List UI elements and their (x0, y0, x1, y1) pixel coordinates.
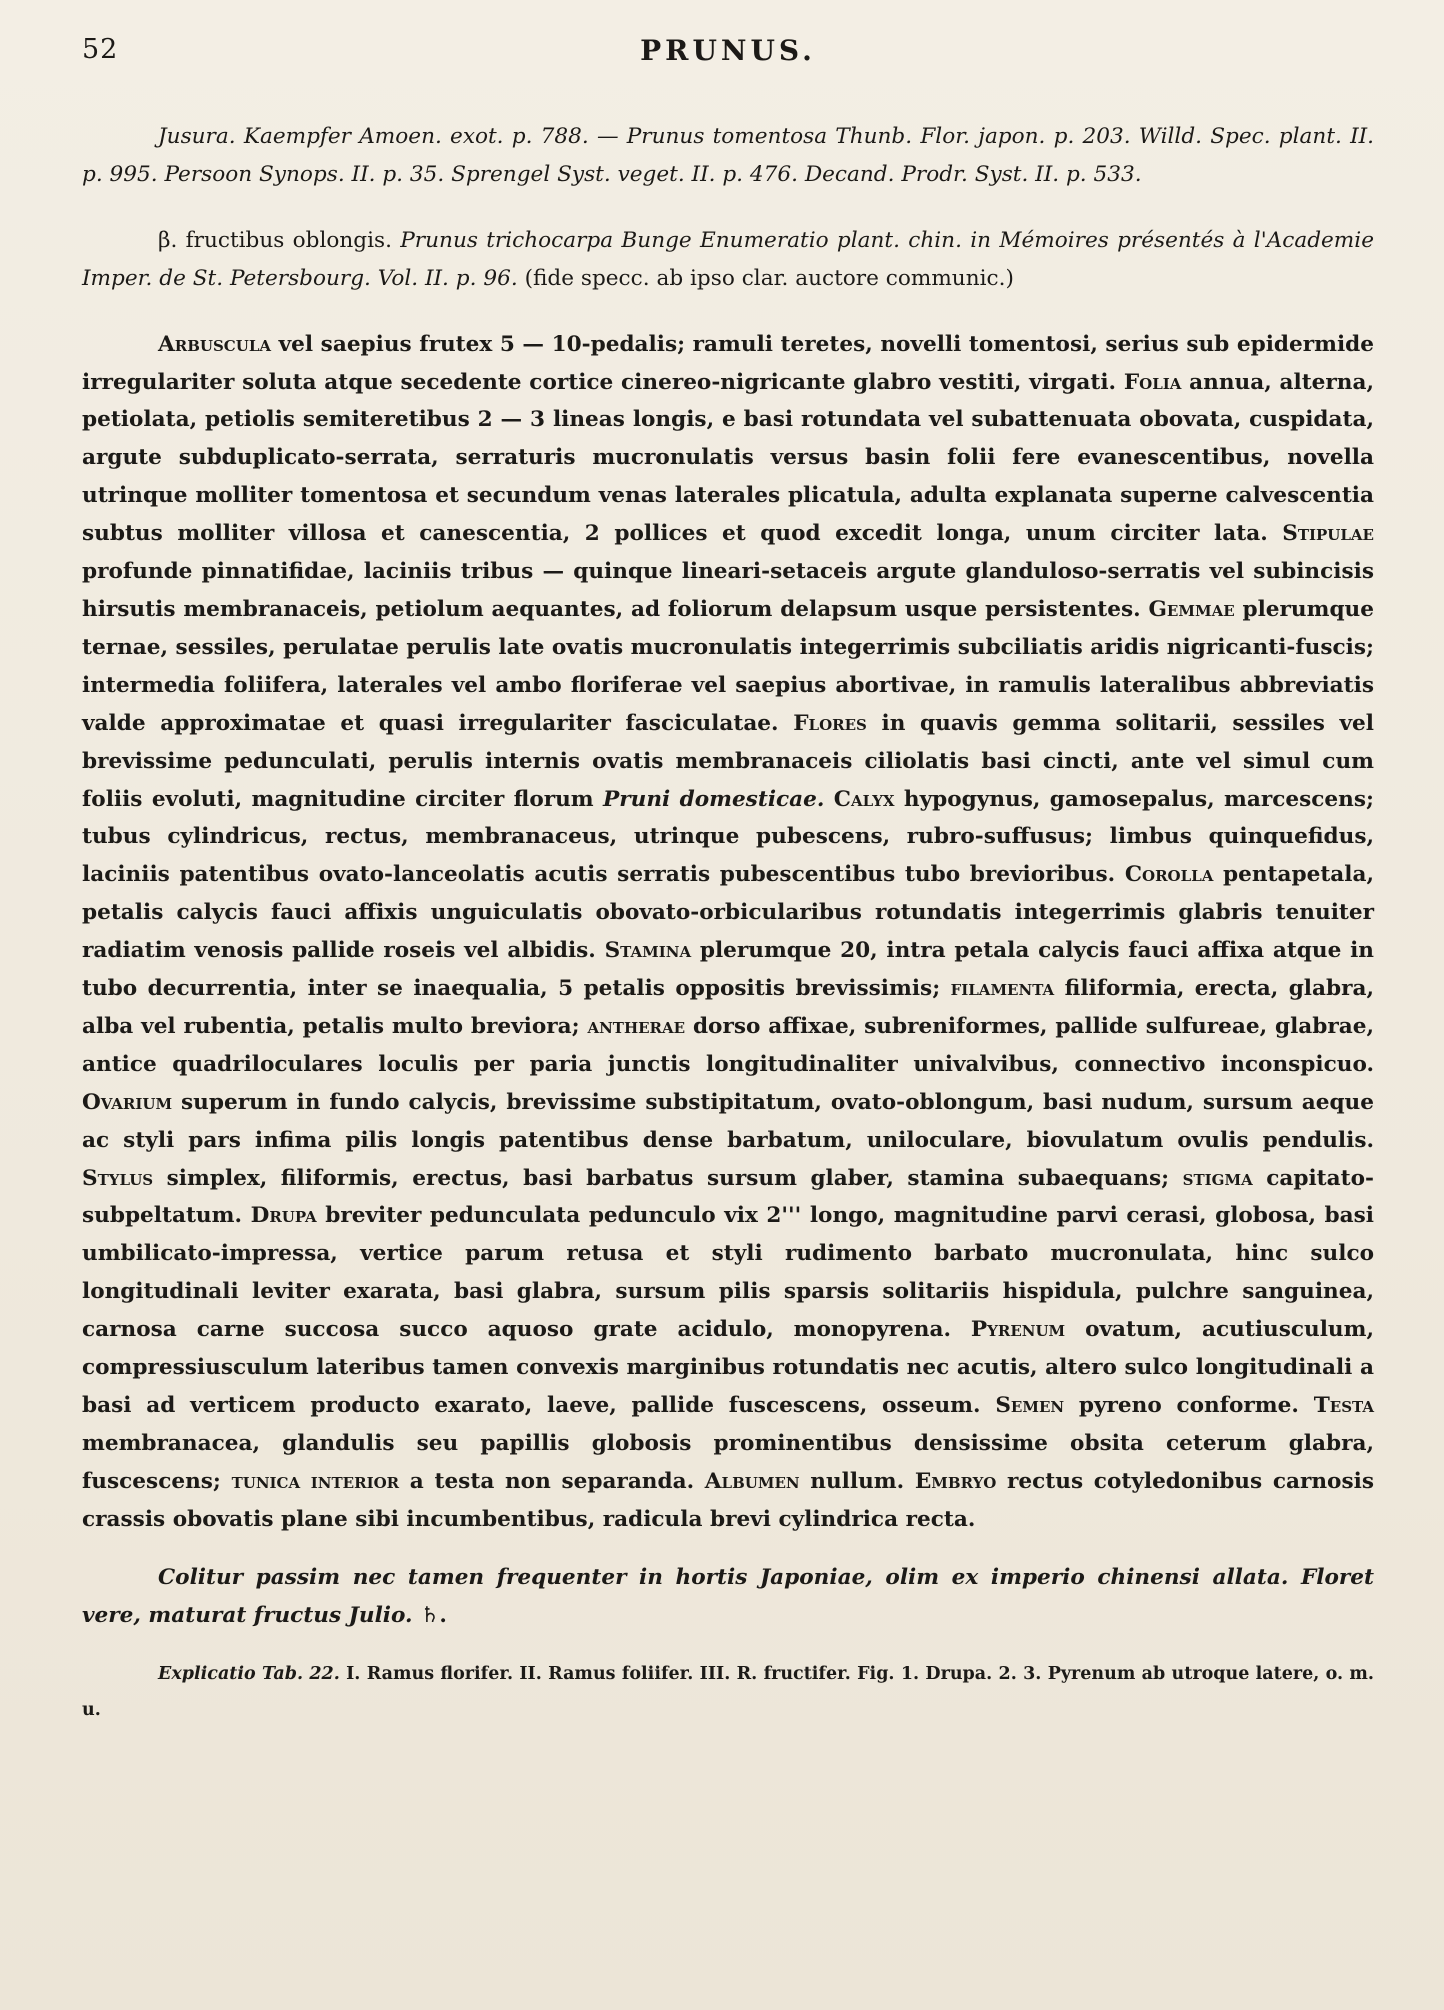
description-text: ovatum, acutiusculum, compressiusculum lateribus tamen convexis marginibus rotundatis nec acutis, altero sulco longitudinali a basi ad verticem producto exarato, laeve, pallide fuscescens, osseum. (82, 1317, 1374, 1418)
species-reference: Pruni domesticae. (603, 786, 825, 812)
organ-term: Arbuscula (158, 331, 272, 357)
page-number: 52 (82, 34, 119, 65)
variety-note: (fide specc. ab ipso clar. auctore communic.) (524, 265, 1014, 291)
running-head: PRUNUS. (640, 34, 816, 67)
plate-explanation (82, 1656, 1374, 1728)
variety-paragraph (82, 222, 1374, 298)
organ-term: Albumen (704, 1468, 800, 1494)
organ-term: Folia (1123, 369, 1182, 395)
organ-term: Corolla (1124, 862, 1214, 888)
variety-citation: Prunus trichocarpa Bunge Enumeratio plant. chin. in Mémoires présentés à l'Academie Imper. de St. Petersbourg. Vol. II. p. 96. (82, 227, 1374, 291)
description-text: annua, alterna, petiolata, petiolis semiteretibus 2 — 3 lineas longis, e basi rotundata vel subattenuata obovata, cuspidata, argute subduplicato-serrata, serraturis mucronulatis versus basin folii fere evanescentibus, novella utrinque molliter tomentosa et secundum venas laterales plicatula, adulta explanata superne calvescentia subtus molliter villosa et canescentia, 2 pollices et quod excedit longa, unum circiter lata. (82, 369, 1375, 547)
organ-term: Semen (995, 1393, 1065, 1418)
description-text: hypogynus, gamosepalus, marcescens; tubus cylindricus, rectus, membranaceus, utrinque pubescens, rubro-suffusus; limbus quinquefidus, laciniis patentibus ovato-lanceolatis acutis serratis pubescentibus tubo brevioribus. (82, 786, 1374, 888)
variety-marker: β. (158, 227, 178, 253)
description-text (824, 787, 833, 812)
cultivation-text: Colitur passim nec tamen frequenter in hortis Japoniae, olim ex imperio chinensi allata. Floret vere, maturat fructus Julio. (82, 1564, 1374, 1628)
description-text: pyreno conforme. (1064, 1393, 1314, 1418)
organ-term: antherae (587, 1013, 686, 1039)
description-text: profunde pinnatifidae, laciniis tribus — quinque lineari-setaceis argute glanduloso-serratis vel subincisis hirsutis membranaceis, petiolum aequantes, ad foliorum delapsum usque persistentes. (82, 559, 1374, 622)
organ-term: Drupa (250, 1203, 317, 1229)
description-text: pentapetala, petalis calycis fauci affixis unguiculatis obovato-orbicularibus rotundatis integerrimis glabris tenuiter radiatim venosis pallide roseis vel albidis. (82, 862, 1375, 964)
description-text: plerumque 20, intra petala calycis fauci affixa atque in tubo decurrentia, inter se inaequalia, 5 petalis oppositis brevissimis; (82, 938, 1374, 1002)
organ-term: Testa (1313, 1393, 1375, 1418)
organ-term: Stipulae (1282, 521, 1374, 547)
description-text: nullum. (799, 1468, 915, 1494)
description-text: breviter pedunculata pedunculo vix 2''' longo, magnitudine parvi cerasi, globosa, basi umbilicato-impressa, vertice parum retusa et styli rudimento barbato mucronulata, hinc sulco longitudinali leviter exarata, basi glabra, sursum pilis sparsis solitariis hispidula, pulchre sanguinea, carnosa carne succosa succo aquoso grate acidulo, monopyrena. (82, 1203, 1374, 1343)
organ-term: Gemmae (1148, 596, 1235, 622)
organ-term: Flores (793, 710, 867, 736)
description-paragraph (82, 326, 1374, 1539)
organ-term: Stamina (604, 938, 692, 964)
page-body (82, 118, 1374, 1728)
organ-term: Calyx (833, 786, 895, 812)
shrub-symbol: ♄. (420, 1602, 447, 1628)
variety-text: fructibus oblongis. (185, 227, 392, 253)
organ-term: Stylus (82, 1165, 154, 1191)
description-text: dorso affixae, subreniformes, pallide sulfureae, glabrae, antice quadriloculares loculis per paria junctis longitudinaliter univalvibus, connectivo inconspicuo. (82, 1013, 1374, 1077)
organ-term: Embryo (914, 1468, 997, 1494)
organ-term: tunica interior (231, 1468, 400, 1494)
organ-term: stigma (1182, 1165, 1253, 1191)
description-text: a testa non separanda. (399, 1468, 705, 1494)
organ-term: filamenta (950, 976, 1055, 1002)
description-text: vel saepius frutex 5 — 10-pedalis; ramuli teretes, novelli tomentosi, serius sub epidermide irregulariter soluta atque secedente cortice cinereo-nigricante glabro vestiti, virgati. (82, 331, 1374, 395)
description-text: filiformia, erecta, glabra, alba vel rubentia, petalis multo breviora; (82, 976, 1374, 1039)
description-text: simplex, filiformis, erectus, basi barbatus sursum glaber, stamina subaequans; (153, 1165, 1183, 1191)
synonymy-paragraph: Jusura. Kaempfer Amoen. exot. p. 788. — Prunus tomentosa Thunb. Flor. japon. p. 203. Willd. Spec. plant. II. p. 995. Persoon Synops. II. p. 35. Sprengel Syst. veget. II. p. 476. Decand. Prodr. Syst. II. p. 533. (82, 124, 1374, 187)
plate-explanation-lead: Explicatio Tab. 22. (158, 1664, 340, 1685)
description-text: in quavis gemma solitarii, sessiles vel brevissime pedunculati, perulis internis ovatis membranaceis ciliolatis basi cincti, ante vel simul cum foliis evoluti, magnitudine circiter florum (82, 710, 1374, 812)
plate-explanation-text: I. Ramus florifer. II. Ramus foliifer. III. R. fructifer. Fig. 1. Drupa. 2. 3. Pyrenum ab utroque latere, o. m. u. (82, 1664, 1375, 1721)
page-header (82, 34, 1374, 74)
organ-term: Pyrenum (970, 1317, 1066, 1343)
cultivation-paragraph (82, 1559, 1374, 1635)
description-text: plerumque ternae, sessiles, perulatae perulis late ovatis mucronulatis integerrimis subciliatis aridis nigricanti-fuscis; intermedia foliifera, laterales vel ambo floriferae vel saepius abortivae, in ramulis lateralibus abbreviatis valde approximatae et quasi irregulariter fasciculatae. (82, 596, 1374, 736)
description-text: superum in fundo calycis, brevissime substipitatum, ovato-oblongum, basi nudum, sursum aeque ac styli pars infima pilis longis patentibus dense barbatum, uniloculare, biovulatum ovulis pendulis. (82, 1089, 1374, 1153)
organ-term: Ovarium (82, 1089, 173, 1115)
description-text: capitato-subpeltatum. (82, 1165, 1374, 1229)
description-text: membranacea, glandulis seu papillis globosis prominentibus densissime obsita ceterum glabra, fuscescens; (82, 1430, 1374, 1494)
description-text: rectus cotyledonibus carnosis crassis obovatis plane sibi incumbentibus, radicula brevi cylindrica recta. (82, 1468, 1374, 1532)
